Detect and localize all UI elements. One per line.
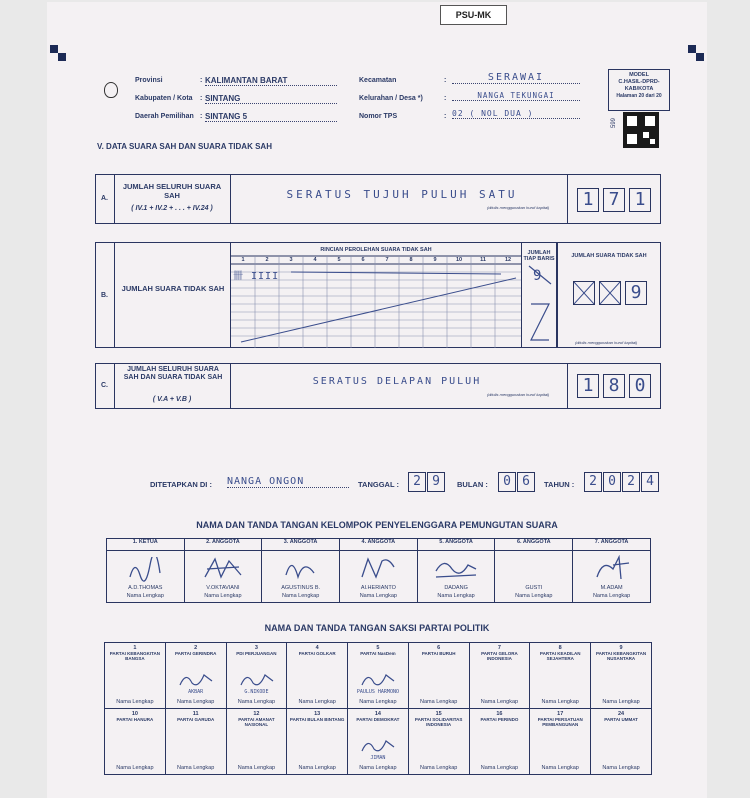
saksi-name: G.NIKODE	[244, 689, 269, 695]
saksi-name-caption: Nama Lengkap	[359, 765, 397, 771]
saksi-party: PARTAI HANURA	[116, 717, 154, 722]
dapil-label: Daerah Pemilihan	[135, 113, 194, 120]
col-3: 3	[289, 257, 293, 263]
saksi-number: 3	[254, 645, 258, 651]
saksi-party: PARTAI PERINDO	[480, 717, 519, 722]
kpps-role-4: 4. ANGGOTA	[339, 539, 417, 551]
jumlah-tidak-sah-label: JUMLAH SUARA TIDAK SAH	[571, 253, 647, 259]
saksi-name-caption: Nama Lengkap	[237, 699, 276, 705]
kabupaten-label: Kabupaten / Kota	[135, 95, 193, 102]
signature-icon	[201, 555, 245, 583]
saksi-number: 7	[497, 645, 501, 651]
saksi-name: AKBAR	[188, 689, 204, 695]
section-a-digit-3: 1	[629, 188, 651, 212]
kpps-sign-1: A.D.THOMAS Nama Lengkap	[107, 551, 185, 603]
saksi-name-caption: Nama Lengkap	[177, 699, 215, 705]
model-box: MODEL C.HASIL-DPRD- KAB/KOTA Halaman 20 dari 20	[608, 69, 670, 111]
kpps-sign-6: GUSTI Nama Lengkap	[495, 551, 573, 603]
qr-code-icon	[623, 112, 659, 148]
saksi-party: PARTAI AMANAT NASIONAL	[238, 717, 275, 727]
kpps-sign-7: M.ADAM Nama Lengkap	[573, 551, 651, 603]
kpps-sign-2: V.OKTAVIANI Nama Lengkap	[184, 551, 262, 603]
section-b-letter: B.	[101, 292, 108, 299]
tanggal-label: TANGGAL :	[358, 480, 399, 489]
signature-icon	[358, 735, 398, 755]
section-c-formula: ( V.A + V.B )	[152, 396, 192, 403]
saksi-cell-17	[530, 709, 591, 775]
section-c-digit-1: 1	[577, 374, 599, 398]
section-c-digit-2: 8	[603, 374, 625, 398]
kelurahan-label: Kelurahan / Desa *)	[359, 95, 423, 102]
kpps-table	[106, 538, 651, 603]
col-9: 9	[433, 257, 437, 263]
saksi-name-caption: Nama Lengkap	[602, 765, 640, 771]
kpps-title: NAMA DAN TANDA TANGAN KELOMPOK PENYELENGGARA PEMUNGUTAN SUARA	[196, 520, 558, 530]
saksi-party: PARTAI GARUDA	[177, 717, 215, 722]
saksi-party: PARTAI NasDem	[360, 651, 396, 656]
saksi-party: PARTAI GOLKAR	[298, 651, 336, 656]
saksi-number: 5	[376, 645, 380, 651]
saksi-cell-16	[469, 709, 530, 775]
saksi-cell-4	[287, 643, 348, 709]
tally-marks: 卌 IIII	[233, 271, 280, 282]
saksi-party: PARTAI KEBANGKITAN BANGSA	[109, 651, 161, 661]
section-c-note: (ditulis menggunakan huruf kapital)	[487, 392, 550, 397]
saksi-cell-24	[591, 709, 652, 775]
saksi-party: PARTAI BURUH	[421, 651, 456, 656]
col-5: 5	[337, 257, 341, 263]
bulan-digit-1: 0	[498, 472, 516, 492]
corner-marker-left-2	[58, 53, 66, 61]
col-4: 4	[313, 257, 317, 263]
section-a-formula: ( IV.1 + IV.2 + . . . + IV.24 )	[131, 205, 213, 212]
kpps-role-7: 7. ANGGOTA	[573, 539, 651, 551]
section-c-label: JUMLAH SELURUH SUARA SAH DAN SUARA TIDAK SAH	[123, 366, 223, 381]
kpps-role-6: 6. ANGGOTA	[495, 539, 573, 551]
row-strike-icon	[525, 264, 555, 344]
signature-icon	[125, 557, 165, 583]
saksi-number: 8	[558, 645, 562, 651]
saksi-name-caption: Nama Lengkap	[298, 699, 336, 705]
saksi-number: 17	[557, 711, 564, 717]
corner-marker-left	[50, 45, 58, 53]
tps-value: 02 ( NOL DUA )	[452, 109, 580, 119]
kpps-sign-4: AI.HERIANTO Nama Lengkap	[339, 551, 417, 603]
saksi-number: 2	[194, 645, 198, 651]
saksi-party: PARTAI DEMOKRAT	[356, 717, 400, 722]
saksi-name-caption: Nama Lengkap	[116, 765, 154, 771]
section-b-label: JUMLAH SUARA TIDAK SAH	[121, 284, 225, 293]
saksi-name-caption: Nama Lengkap	[480, 699, 519, 705]
section-b-digit-3: 9	[625, 281, 647, 305]
saksi-number: 6	[437, 645, 441, 651]
saksi-name-caption: Nama Lengkap	[602, 699, 640, 705]
saksi-name-caption: Nama Lengkap	[541, 699, 579, 705]
saksi-number: 24	[618, 711, 625, 717]
saksi-title: NAMA DAN TANDA TANGAN SAKSI PARTAI POLITIK	[264, 623, 490, 633]
saksi-number: 15	[435, 711, 442, 717]
kpu-logo-icon	[104, 82, 118, 98]
tahun-digit-2: 0	[603, 472, 621, 492]
kpps-role-2: 2. ANGGOTA	[184, 539, 262, 551]
kpps-role-1: 1. KETUA	[107, 539, 185, 551]
kecamatan-value: SERAWAI	[452, 72, 580, 84]
saksi-number: 1	[133, 645, 137, 651]
saksi-number: 13	[314, 711, 321, 717]
signature-icon	[280, 555, 320, 583]
tps-label: Nomor TPS	[359, 113, 398, 120]
kelurahan-value: NANGA TEKUNGAI	[452, 91, 580, 101]
signature-icon	[358, 555, 398, 583]
section-a-digit-1: 1	[577, 188, 599, 212]
saksi-cell-8	[530, 643, 591, 709]
signature-icon	[432, 555, 480, 583]
saksi-table	[104, 642, 652, 775]
signature-icon	[593, 555, 633, 583]
signature-icon	[358, 669, 398, 689]
saksi-number: 9	[619, 645, 623, 651]
kpps-sign-3: AGUSTINUS B. Nama Lengkap	[262, 551, 340, 603]
saksi-party: PARTAI PERSATUAN PEMBANGUNAN	[537, 717, 583, 727]
tanggal-digit-2: 9	[427, 472, 445, 492]
signature-icon	[237, 669, 277, 689]
section-a-digit-2: 7	[603, 188, 625, 212]
saksi-number: 4	[315, 645, 319, 651]
row-total: 9	[533, 268, 544, 284]
col-8: 8	[409, 257, 413, 263]
provinsi-value: KALIMANTAN BARAT	[205, 76, 337, 86]
rincian-title: RINCIAN PEROLEHAN SUARA TIDAK SAH	[320, 247, 432, 253]
section-a-letter: A.	[101, 195, 108, 202]
corner-marker-right-2	[696, 53, 704, 61]
col-11: 11	[480, 257, 486, 263]
saksi-cell-2	[165, 643, 226, 709]
dapil-value: SINTANG 5	[205, 112, 337, 122]
section-c-letter: C.	[101, 382, 108, 389]
saksi-name-caption: Nama Lengkap	[298, 765, 336, 771]
saksi-number: 10	[131, 711, 138, 717]
saksi-party: PARTAI BULAN BINTANG	[289, 717, 345, 722]
section-a-words: SERATUS TUJUH PULUH SATU	[286, 188, 518, 201]
saksi-number: 16	[496, 711, 503, 717]
col-10: 10	[455, 257, 463, 263]
saksi-party: PARTAI SOLIDARITAS INDONESIA	[414, 717, 463, 727]
saksi-party: PARTAI GERINDRA	[174, 651, 217, 656]
saksi-cell-7	[469, 643, 530, 709]
provinsi-label: Provinsi	[135, 77, 163, 84]
saksi-cell-3	[226, 643, 287, 709]
section-title: V. DATA SUARA SAH DAN SUARA TIDAK SAH	[97, 142, 272, 151]
saksi-name-caption: Nama Lengkap	[237, 765, 276, 771]
ditetapkan-place: NANGA ONGON	[227, 476, 349, 488]
saksi-name-caption: Nama Lengkap	[420, 699, 458, 705]
col-2: 2	[265, 257, 269, 263]
saksi-name-caption: Nama Lengkap	[116, 699, 154, 705]
saksi-cell-13	[287, 709, 348, 775]
saksi-party: PARTAI KEBANGKITAN NUSANTARA	[595, 651, 647, 661]
signature-icon	[176, 669, 216, 689]
kabupaten-value: SINTANG	[205, 94, 337, 104]
form-paper: PSU-MK Provinsi : KALIMANTAN BARAT Kabupaten / Kota : SINTANG Daerah Pemilihan : SINTANG 5 Kecamatan : SERAWAI Kelurahan / Desa *) : NANGA TEKUNGAI Nomor TPS : 02 ( NOL DUA ) MODEL C.HASIL-DPRD- KAB/KOTA Halaman 20 dari 20 599 V. DATA SUARA SAH DAN SUARA TIDAK SAH A. JUMLAH SELURUH SUARA SAH ( IV.1 + IV.2 + . . . + IV.24 ) SERATUS TUJUH PULUH SATU (ditulis menggunakan huruf kapital) 1 7 1 B. JUMLAH SUARA TIDAK SAH RINCIAN PEROLEHAN SUARA TIDAK SAH 1 2 3 4 5 6 7 8 9 10 11 12 卌 IIII JUMLAH TIAP BARIS 9 JUMLAH SUARA TIDAK SAH 9 (ditulis menggunakan huruf kapital) C. JUMLAH SELURUH SUARA SAH DAN SUARA TIDAK SAH ( V.A + V.B ) SERATUS DELAPAN PULUH (ditulis menggunakan huruf kapital) 1 8 0 DITETAPKAN DI : NANGA ONGON TANGGAL : 2 9 BULAN : 0 6 TAHUN : 2 0 2 4 NAMA DAN TANDA TANGAN KELOMPOK PENYELENGGARA PEMUNGUTAN SUARA 1. KETUA 2. ANGGOTA 3. ANGGOTA 4. ANGGOTA 5. ANGGOTA 6. ANGGOTA 7. ANGGOTA A.D.THOMAS Nama Lengkap V.OKTAVIANI Nama Lengkap AGUSTINUS B. Nama Lengkap AI.HERIANTO Nama Lengkap DADANG Nama Lengkap GUSTI Nama Lengkap M.ADAM Nama Lengkap NAMA DAN TANDA TANGAN SAKSI PARTAI POLITIK 1 PARTAI KEBANGKITAN BANGSA Nama Lengkap 2 PARTAI GERINDRA AKBAR Nama Lengkap 3 PDI PERJUANGAN G.NIKODE Nama Lengkap 4 PARTAI GOLKAR Nama Lengkap 5 PARTAI NasDem PAULUS HARMONO Nama Lengkap 6 PARTAI BURUH Nama Lengkap 7 PARTAI GELORA INDONESIA Nama Lengkap 8 PARTAI KEADILAN SEJAHTERA Nama Lengkap 9 PARTAI KEBANGKITAN NUSANTARA Nama Lengkap 10 PARTAI HANURA Nama Lengkap 11 PARTAI GARUDA Nama Lengkap 12 PARTAI AMANAT NASIONAL Nama Lengkap 13 PARTAI BULAN BINTANG Nama Lengkap 14 PARTAI DEMOKRAT JIMAN Nama Lengkap 15 PARTAI SOLIDARITAS INDONESIA Nama Lengkap 16 PARTAI PERINDO Nama Lengkap 17 PARTAI PERSATUAN PEMBANGUNAN Nama Lengkap 24 PARTAI UMMAT Nama Lengkap	[47, 2, 707, 798]
col-12: 12	[504, 257, 512, 263]
qr-code-label: 599	[611, 117, 618, 129]
saksi-name: JIMAN	[370, 755, 386, 761]
section-b-digit-1-strike	[573, 281, 595, 305]
jumlah-tiap-baris-label: JUMLAH TIAP BARIS	[523, 250, 555, 262]
ditetapkan-label: DITETAPKAN DI :	[150, 480, 212, 489]
section-c-digit-3: 0	[629, 374, 651, 398]
bulan-label: BULAN :	[457, 480, 488, 489]
saksi-cell-10	[105, 709, 166, 775]
saksi-name-caption: Nama Lengkap	[359, 699, 397, 705]
psu-badge: PSU-MK	[440, 5, 507, 25]
saksi-name: PAULUS HARMONO	[356, 689, 399, 695]
saksi-cell-14	[348, 709, 409, 775]
col-1: 1	[241, 257, 245, 263]
saksi-name-caption: Nama Lengkap	[177, 765, 215, 771]
col-6: 6	[361, 257, 365, 263]
saksi-number: 11	[192, 711, 199, 717]
bulan-digit-2: 6	[517, 472, 535, 492]
kpps-sign-5: DADANG Nama Lengkap	[417, 551, 495, 603]
saksi-cell-15	[408, 709, 469, 775]
saksi-cell-5	[348, 643, 409, 709]
saksi-party: PARTAI GELORA INDONESIA	[481, 651, 518, 661]
saksi-party: PARTAI KEADILAN SEJAHTERA	[539, 651, 581, 661]
section-b-note: (ditulis menggunakan huruf kapital)	[575, 340, 638, 345]
saksi-cell-6	[408, 643, 469, 709]
saksi-cell-9	[591, 643, 652, 709]
saksi-number: 12	[253, 711, 260, 717]
tanggal-digit-1: 2	[408, 472, 426, 492]
saksi-party: PARTAI UMMAT	[604, 717, 638, 722]
tahun-digit-4: 4	[641, 472, 659, 492]
saksi-name-caption: Nama Lengkap	[480, 765, 519, 771]
saksi-party: PDI PERJUANGAN	[236, 651, 277, 656]
col-7: 7	[385, 257, 389, 263]
tahun-label: TAHUN :	[544, 480, 575, 489]
section-c-words: SERATUS DELAPAN PULUH	[312, 376, 482, 387]
section-a-note: (ditulis menggunakan huruf kapital)	[487, 205, 550, 210]
kpps-role-5: 5. ANGGOTA	[417, 539, 495, 551]
saksi-cell-1	[105, 643, 166, 709]
tahun-digit-1: 2	[584, 472, 602, 492]
saksi-name-caption: Nama Lengkap	[541, 765, 579, 771]
saksi-number: 14	[374, 711, 381, 717]
saksi-cell-11	[165, 709, 226, 775]
section-b-digit-2-strike	[599, 281, 621, 305]
saksi-name-caption: Nama Lengkap	[420, 765, 458, 771]
corner-marker-right	[688, 45, 696, 53]
saksi-cell-12	[226, 709, 287, 775]
section-a-label: JUMLAH SELURUH SUARA SAH	[122, 182, 222, 200]
kecamatan-label: Kecamatan	[359, 77, 397, 84]
tahun-digit-3: 2	[622, 472, 640, 492]
kpps-role-3: 3. ANGGOTA	[262, 539, 340, 551]
